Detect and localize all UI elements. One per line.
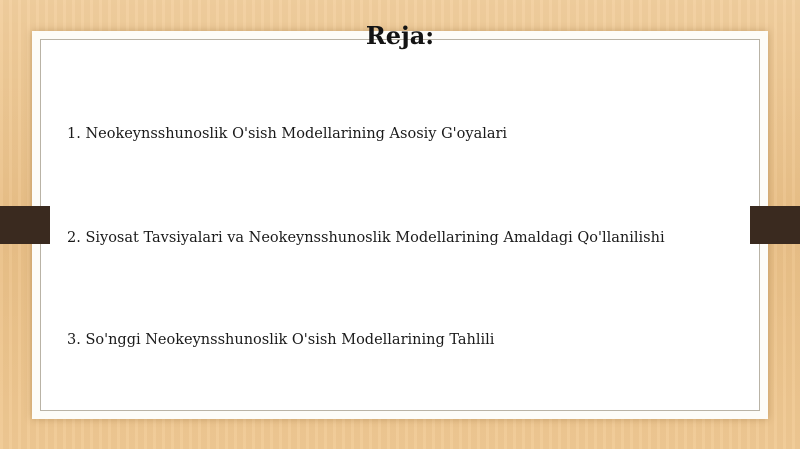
paper-card (32, 31, 768, 419)
right-binder-tab (750, 206, 800, 244)
plan-item-2: 2. Siyosat Tavsiyalari va Neokeynsshunoslik Modellarining Amaldagi Qo'llanilishi (67, 230, 665, 246)
plan-item-1: 1. Neokeynsshunoslik O'sish Modellarining Asosiy G'oyalari (67, 126, 508, 142)
plan-item-3: 3. So'nggi Neokeynsshunoslik O'sish Modellarining Tahlili (67, 332, 495, 348)
slide-title: Reja: (365, 21, 435, 50)
paper-inner-border (40, 39, 760, 411)
left-binder-tab (0, 206, 50, 244)
